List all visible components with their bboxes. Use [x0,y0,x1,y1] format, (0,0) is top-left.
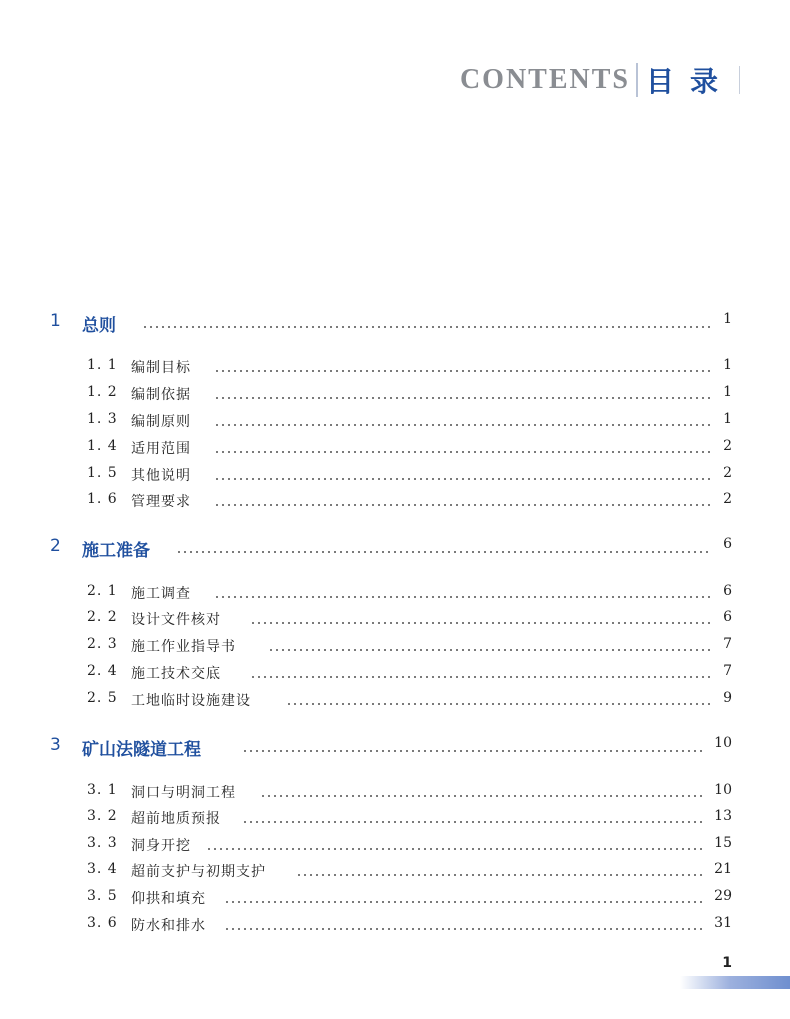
toc-section-1[interactable] [0,311,790,336]
entry-page: 2 [723,465,732,481]
entry-title: 管理要求 [131,494,191,510]
entry-title: 施工作业指导书 [131,639,236,655]
entry-title: 编制目标 [131,360,191,376]
entry-title: 其他说明 [131,468,191,484]
entry-number: 3. 2 [87,808,118,824]
toc-entry-1-2[interactable] [0,384,790,406]
section-title: 施工准备 [82,541,150,561]
dot-leader [242,821,706,823]
header-end-divider [739,66,740,94]
entry-title: 工地临时设施建设 [131,693,251,709]
toc-section-3[interactable] [0,735,790,760]
toc-entry-2-5[interactable] [0,690,790,712]
toc-entry-1-6[interactable] [0,491,790,513]
toc-entry-3-6[interactable] [0,915,790,937]
entry-number: 2. 2 [87,609,118,625]
entry-number: 1. 3 [87,411,118,427]
toc-entry-3-5[interactable] [0,888,790,910]
section-page: 1 [723,311,732,327]
entry-page: 7 [723,663,732,679]
entry-page: 7 [723,636,732,652]
entry-number: 3. 4 [87,861,118,877]
entry-title: 编制原则 [131,414,191,430]
entry-title: 适用范围 [131,441,191,457]
entry-number: 1. 4 [87,438,118,454]
page-number: 1 [722,955,732,971]
entry-page: 13 [714,808,732,824]
section-title: 矿山法隧道工程 [82,740,201,760]
dot-leader [224,901,706,903]
header-chinese: 目录 [645,65,734,98]
toc-entry-3-1[interactable] [0,782,790,804]
entry-title: 洞身开挖 [131,838,191,854]
dot-leader [214,451,712,453]
entry-number: 1. 5 [87,465,118,481]
dot-leader [214,478,712,480]
toc-entry-2-1[interactable] [0,583,790,605]
entry-title: 施工调查 [131,586,191,602]
dot-leader [296,874,706,876]
entry-page: 1 [723,357,732,373]
dot-leader [214,596,712,598]
entry-page: 6 [723,583,732,599]
toc-header [460,60,734,100]
entry-number: 1. 1 [87,357,118,373]
entry-number: 1. 2 [87,384,118,400]
dot-leader [206,848,706,850]
entry-number: 1. 6 [87,491,118,507]
entry-page: 10 [714,782,732,798]
entry-title: 洞口与明洞工程 [131,785,236,801]
entry-number: 2. 1 [87,583,118,599]
entry-title: 编制依据 [131,387,191,403]
dot-leader [286,703,712,705]
dot-leader [250,622,712,624]
toc-section-2[interactable] [0,536,790,561]
section-page: 6 [723,536,732,552]
dot-leader [214,397,712,399]
toc-entry-1-5[interactable] [0,465,790,487]
toc-entry-3-4[interactable] [0,861,790,883]
toc-entry-1-4[interactable] [0,438,790,460]
section-title: 总则 [82,316,116,336]
entry-page: 9 [723,690,732,706]
section-number: 2 [50,536,61,556]
dot-leader [224,928,706,930]
entry-title: 超前支护与初期支护 [131,864,266,880]
entry-number: 3. 1 [87,782,118,798]
entry-page: 6 [723,609,732,625]
dot-leader [250,676,712,678]
dot-leader [242,750,704,752]
entry-page: 2 [723,438,732,454]
dot-leader [260,795,706,797]
entry-page: 21 [714,861,732,877]
footer-gradient-bar [680,976,790,989]
dot-leader [214,370,712,372]
entry-number: 2. 4 [87,663,118,679]
entry-page: 1 [723,411,732,427]
dot-leader [142,326,712,328]
entry-page: 2 [723,491,732,507]
toc-entry-3-3[interactable] [0,835,790,857]
dot-leader [214,424,712,426]
header-english: CONTENTS [459,64,630,95]
entry-page: 1 [723,384,732,400]
section-number: 3 [50,735,61,755]
entry-number: 3. 6 [87,915,118,931]
toc-entry-2-4[interactable] [0,663,790,685]
entry-page: 15 [714,835,732,851]
entry-number: 2. 5 [87,690,118,706]
entry-number: 3. 5 [87,888,118,904]
entry-number: 2. 3 [87,636,118,652]
header-divider [636,63,638,97]
entry-number: 3. 3 [87,835,118,851]
dot-leader [268,649,712,651]
entry-title: 施工技术交底 [131,666,221,682]
toc-entry-3-2[interactable] [0,808,790,830]
entry-title: 仰拱和填充 [131,891,206,907]
section-page: 10 [714,735,732,751]
dot-leader [214,504,712,506]
entry-title: 防水和排水 [131,918,206,934]
toc-entry-2-3[interactable] [0,636,790,658]
section-number: 1 [50,311,61,331]
toc-entry-1-3[interactable] [0,411,790,433]
entry-page: 29 [714,888,732,904]
entry-title: 超前地质预报 [131,811,221,827]
toc-entry-2-2[interactable] [0,609,790,631]
entry-page: 31 [714,915,732,931]
dot-leader [176,551,712,553]
entry-title: 设计文件核对 [131,612,221,628]
toc-entry-1-1[interactable] [0,357,790,379]
